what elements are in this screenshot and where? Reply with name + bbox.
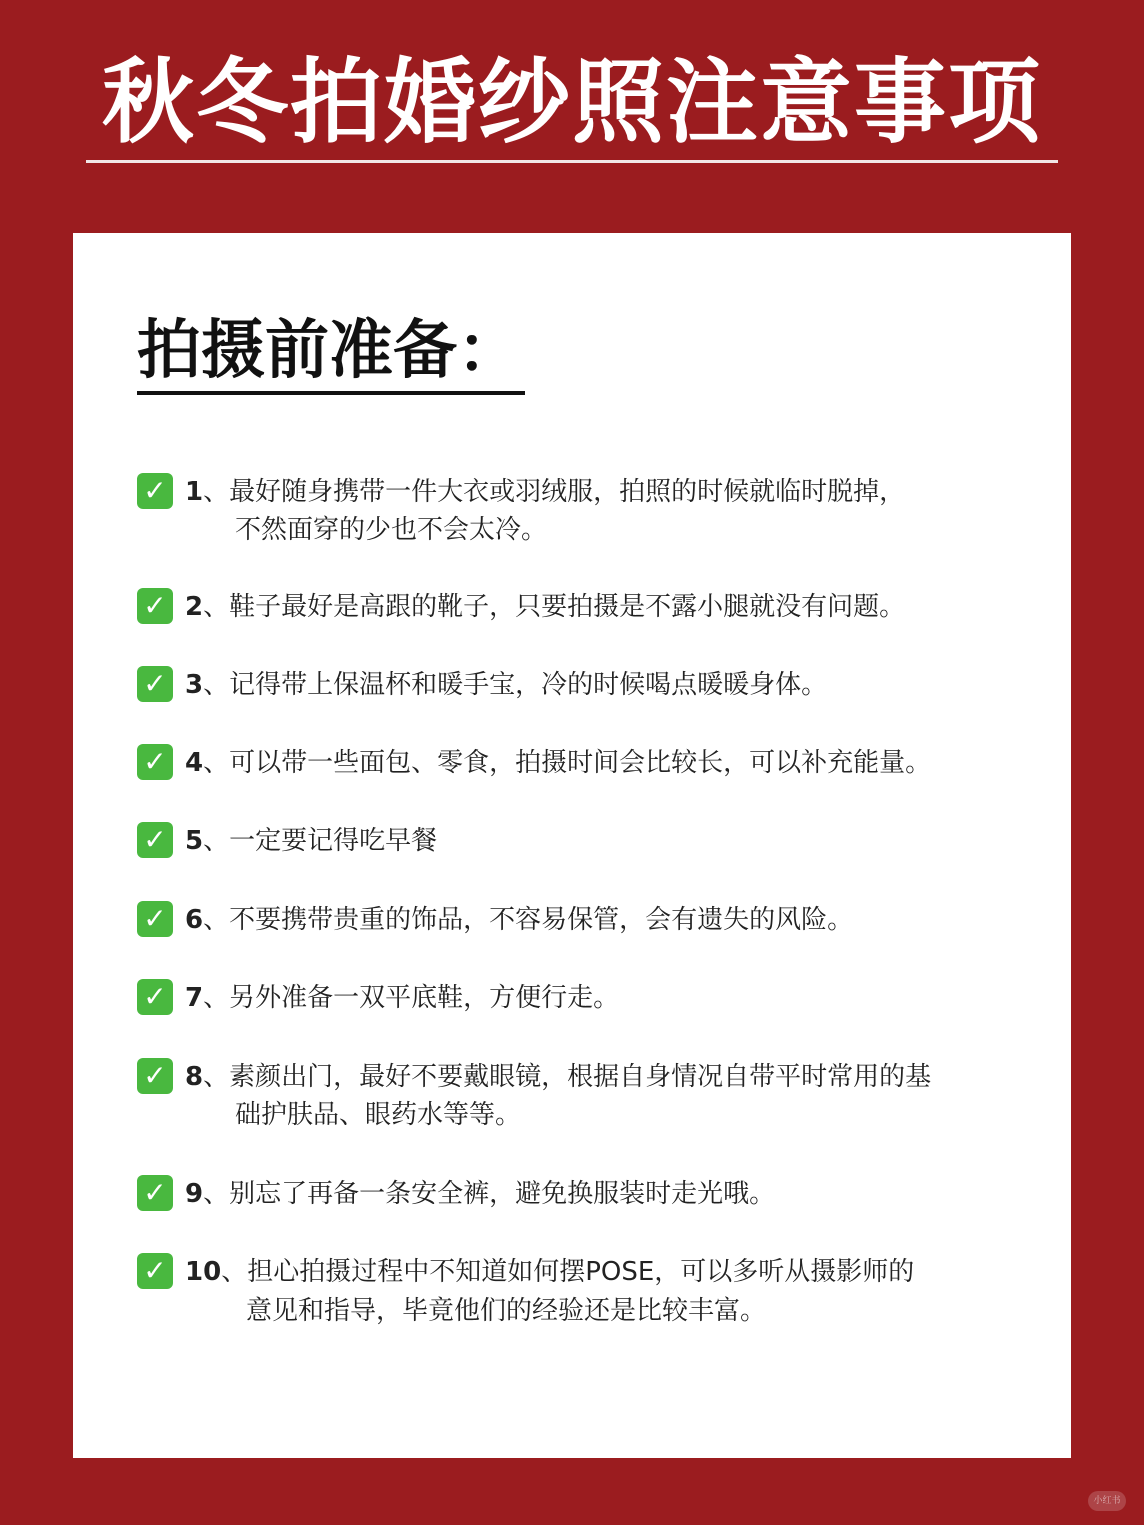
list-item bbox=[137, 744, 1017, 782]
item-text: 、担心拍摄过程中不知道如何摆POSE，可以多听从摄影师的 bbox=[221, 1257, 915, 1287]
item-text: 、最好随身携带一件大衣或羽绒服，拍照的时候就临时脱掉， bbox=[203, 477, 906, 507]
list-item bbox=[137, 901, 1017, 939]
check-icon: ✓ bbox=[137, 744, 173, 780]
section-heading: 拍摄前准备： bbox=[137, 311, 525, 395]
watermark-logo: 小红书 bbox=[1088, 1491, 1126, 1511]
check-icon: ✓ bbox=[137, 901, 173, 937]
item-text: 、别忘了再备一条安全裤，避免换服装时走光哦。 bbox=[203, 1179, 776, 1209]
item-text: 、素颜出门，最好不要戴眼镜，根据自身情况自带平时常用的基 bbox=[203, 1062, 932, 1092]
item-number: 3 bbox=[185, 670, 204, 700]
item-text-continued: 不然面穿的少也不会太冷。 bbox=[235, 515, 548, 545]
item-number: 5 bbox=[185, 826, 204, 856]
item-number: 9 bbox=[185, 1179, 204, 1209]
list-item bbox=[137, 1058, 1017, 1096]
content-card bbox=[73, 233, 1071, 1458]
list-item bbox=[137, 979, 1017, 1017]
check-icon: ✓ bbox=[137, 473, 173, 509]
check-icon: ✓ bbox=[137, 1253, 173, 1289]
list-item bbox=[137, 822, 1017, 860]
item-text: 、记得带上保温杯和暖手宝，冷的时候喝点暖暖身体。 bbox=[203, 670, 828, 700]
item-number: 2 bbox=[185, 592, 204, 622]
item-number: 7 bbox=[185, 983, 204, 1013]
check-icon: ✓ bbox=[137, 1175, 173, 1211]
item-number: 10 bbox=[185, 1257, 222, 1287]
list-item bbox=[137, 1175, 1017, 1213]
item-text: 、不要携带贵重的饰品，不容易保管，会有遗失的风险。 bbox=[203, 905, 854, 935]
item-number: 4 bbox=[185, 748, 204, 778]
check-icon: ✓ bbox=[137, 1058, 173, 1094]
list-item bbox=[137, 666, 1017, 704]
item-text: 、另外准备一双平底鞋，方便行走。 bbox=[203, 983, 620, 1013]
page-title: 秋冬拍婚纱照注意事项 bbox=[101, 49, 1042, 156]
check-icon: ✓ bbox=[137, 822, 173, 858]
list-item bbox=[137, 1253, 1017, 1291]
check-icon: ✓ bbox=[137, 588, 173, 624]
check-icon: ✓ bbox=[137, 979, 173, 1015]
item-text-continued: 意见和指导，毕竟他们的经验还是比较丰富。 bbox=[246, 1296, 767, 1326]
item-text: 、可以带一些面包、零食，拍摄时间会比较长，可以补充能量。 bbox=[203, 748, 932, 778]
item-number: 6 bbox=[185, 905, 204, 935]
item-number: 1 bbox=[185, 477, 204, 507]
item-number: 8 bbox=[185, 1062, 204, 1092]
list-item bbox=[137, 473, 1017, 511]
item-text: 、一定要记得吃早餐 bbox=[203, 826, 438, 856]
check-icon: ✓ bbox=[137, 666, 173, 702]
item-text: 、鞋子最好是高跟的靴子，只要拍摄是不露小腿就没有问题。 bbox=[203, 592, 906, 622]
item-text-continued: 础护肤品、眼药水等等。 bbox=[235, 1100, 522, 1130]
list-item bbox=[137, 588, 1017, 626]
title-divider bbox=[86, 160, 1058, 163]
